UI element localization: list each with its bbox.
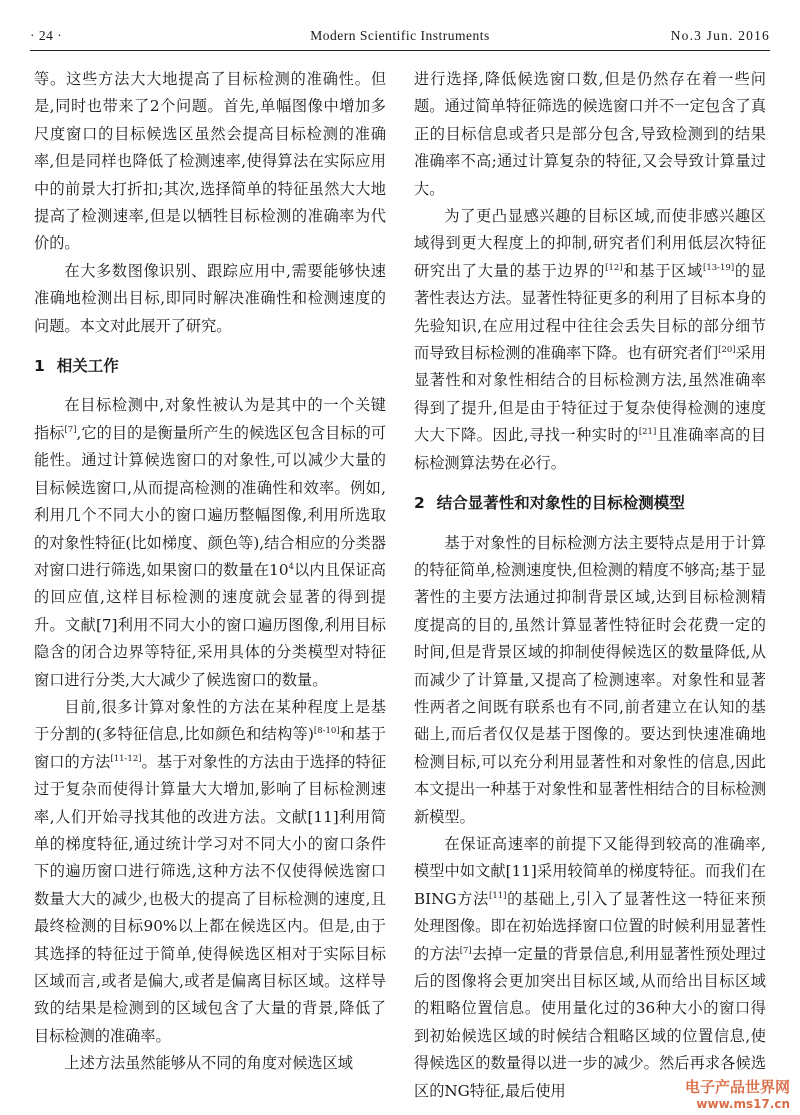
text-run: 且准确率高的目标检测算法势在必行。 [414,426,767,472]
paragraph [34,694,386,1050]
citation: [11] [489,890,507,901]
text-run: 在保证高速率的前提下又能得到较高的准确率,模型中如文献[11]采用较简单的梯度特征。而我们在BING方法 [414,834,766,908]
right-column [414,66,766,1105]
section-title: 结合显著性和对象性的目标检测模型 [436,494,685,513]
text-run: 采用显著性和对象性相结合的目标检测方法,虽然准确率得到了提升,但是由于特征过于复杂使得检测的速度大大下降。因此,寻找一种实时的 [414,344,767,445]
section-heading-1 [34,353,386,380]
text-run: 的基础上,引入了显著性这一特征来预处理图像。即在初始选择窗口位置的时候利用显著性的方法 [414,889,766,963]
citation: [8-10] [313,726,340,737]
paragraph: 上述方法虽然能够从不同的角度对候选区域 [64,1054,353,1073]
section-title: 相关工作 [56,357,119,376]
citation: [13-19] [703,262,735,273]
exponent: 4 [288,561,294,572]
citation: [21] [638,427,657,438]
paragraph [34,392,386,693]
section-heading-2 [414,490,766,517]
text-run: 在目标检测中,对象性被认为是其中的一个关键指标 [34,396,386,442]
citation: [11-12] [110,753,142,764]
citation: [7] [459,945,472,956]
text-run: ,它的目的是衡量所产生的候选区包含目标的可能性。通过计算候选窗口的对象性,可以减少大量的目标候选窗口,从而提高检测的准确性和效率。例如,利用几个不同大小的窗口遍历整幅图像,利用所选取的对象性特征(比如梯度、颜色等),结合相应的分类器对窗口进行筛选,如果窗口的数量在10 [34,423,387,579]
paragraph: 基于对象性的目标检测方法主要特点是用于计算的特征简单,检测速度快,但检测的精度不够高;基于显著性的主要方法通过抑制背景区域,达到目标检测精度提高的目的,虽然计算显著性特征时会花费一定的时间,但是背景区域的抑制使得候选区的数量降低,从而减少了计算量,又提高了检测速率。对象性和显著性两者之间既有联系也有不同,前者建立在认知的基础上,而后者仅仅是基于图像的。要达到快速准确地检测目标,可以充分利用显著性和对象性的信息,因此本文提出一种基于对象性和显著性相结合的目标检测新模型。 [414,533,766,826]
watermark [685,1076,790,1111]
citation: [12] [605,262,623,273]
section-number: 1 [34,357,45,376]
text-run: 以内且保证高的回应值,这样目标检测的速度就会显著的得到提升。文献[7]利用不同大小的窗口遍历图像,利用目标隐含的闭合边界等特征,采用具体的分类模型对特征窗口进行分类,大大减少了候选窗口的数量。 [34,560,386,689]
citation: [20] [718,345,736,355]
text-run: 去掉一定量的背景信息,利用显著性预处理过后的图像将会更加突出目标区域,从而给出目标区域的粗略位置信息。使用量化过的36种大小的窗口得到初始候选区域的时候结合粗略区域的位置信息,使得候选区的数量得以进一步的减少。然后再求各候选区的NG特征,最后使用 [414,944,767,1100]
text-run: 为了更凸显感兴趣的目标区域,而使非感兴趣区域得到更大程度上的抑制,研究者们利用低层次特征研究出了大量的基于边界的 [414,207,766,280]
paragraph: 进行选择,降低候选窗口数,但是仍然存在着一些问题。通过简单特征筛选的候选窗口并不一定包含了真正的目标信息或者只是部分包含,导致检测到的结果准确率不高;通过计算复杂的特征,又会导致计算量过大。 [414,70,766,198]
text-run: 。基于对象性的方法由于选择的特征过于复杂而使得计算量大大增加,影响了目标检测速率,人们开始寻找其他的改进方法。文献[11]利用简单的梯度特征,通过统计学习对不同大小的窗口条件下的遍历窗口进行筛选,这种方法不仅使得候选窗口数量大大的减少,也极大的提高了目标检测的速度,且最终检测的目标90%以上都在候选区内。但是,由于其选择的特征过于简单,使得候选区相对于实际目标区域而言,或者是偏大,或者是偏离目标区域。这样导致的结果是检测到的区域包含了大量的背景,降低了目标检测的准确率。 [34,752,387,1045]
text-run: 目前,很多计算对象性的方法在某种程度上是基于分割的(多特征信息,比如颜色和结构等) [34,697,386,744]
watermark-url: www.ms17.cn [696,1097,790,1111]
text-run: 的显著性表达方法。显著性特征更多的利用了目标本身的先验知识,在应用过程中往往会丢失目标的部分细节而导致目标检测的准确率下降。也有研究者们 [414,261,766,363]
paragraph [414,203,766,477]
text-run: 和基于窗口的方法 [34,725,386,771]
issue-info: No.3 Jun. 2016 [670,28,770,43]
paragraph: 等。这些方法大大地提高了目标检测的准确性。但是,同时也带来了2个问题。首先,单幅图像中增加多尺度窗口的目标候选区虽然会提高目标检测的准确率,但是同样也降低了检测速率,使得算法在实际应用中的前景大打折扣;其次,选择简单的特征虽然大大地提高了检测速率,但是以牺牲目标检测的准确率为代价的。 [34,70,386,253]
paragraph: 在大多数图像识别、跟踪应用中,需要能够快速准确地检测出目标,即同时解决准确性和检测速度的问题。本文对此展开了研究。 [34,261,386,335]
citation: [7] [64,424,77,435]
text-run: 和基于区域 [622,261,703,280]
journal-name: Modern Scientific Instruments [310,28,490,43]
watermark-title: 电子产品世界网 [684,1078,790,1096]
paragraph [414,831,766,1105]
running-header [30,22,770,51]
left-column [34,66,386,1078]
section-number: 2 [414,494,425,513]
page-number: · 24 · [30,28,63,43]
